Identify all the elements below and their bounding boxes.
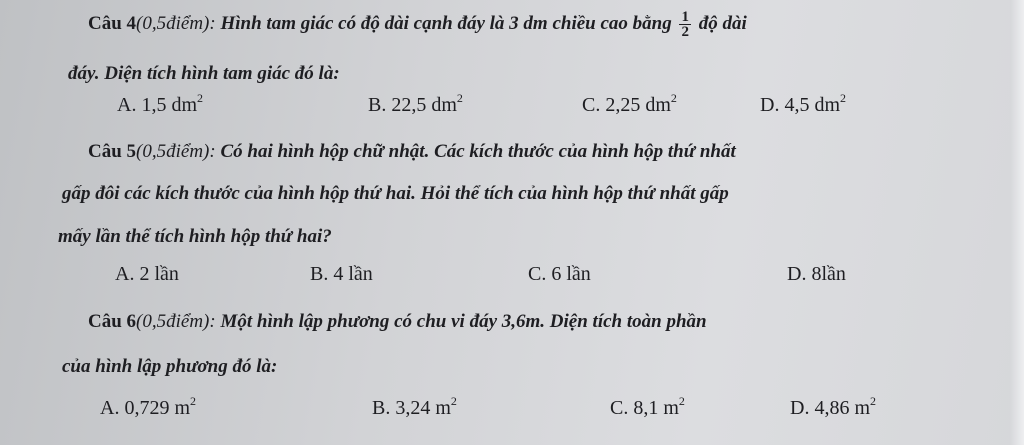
q6-option-b: B. 3,24 $m^2$ xyxy=(372,394,457,419)
q5-line-1 xyxy=(88,140,736,164)
q5-line-3 xyxy=(58,225,332,249)
q4-option-b: B. 22,5 $dm^2$ xyxy=(368,91,463,116)
q6-text-1: Một hình lập phương có chu vi đáy 3,6m. Diện tích toàn phần xyxy=(215,311,707,332)
q5-score: (0,5điểm): xyxy=(136,141,216,162)
q4-label: Câu 4 xyxy=(88,12,137,34)
q6-score: (0,5điểm): xyxy=(136,311,216,332)
q4-fraction xyxy=(679,10,691,39)
q6-label: Câu 6 xyxy=(88,311,137,332)
q6-option-d: D. 4,86 $m^2$ xyxy=(790,394,877,419)
q5-text-1: Có hai hình hộp chữ nhật. Các kích thước của hình hộp thứ nhất xyxy=(215,141,736,162)
q4-line-2 xyxy=(68,62,340,86)
q5-option-d: D. 8lần xyxy=(787,263,846,285)
q5-option-b: B. 4 lần xyxy=(310,263,373,285)
q4-score: (0,5điểm): xyxy=(136,12,216,34)
q4-option-c: C. 2,25 $dm^2$ xyxy=(582,91,677,116)
q6-line-1 xyxy=(88,310,707,334)
paper-edge xyxy=(1010,0,1024,445)
q5-label: Câu 5 xyxy=(88,141,137,162)
q4-line-1 xyxy=(88,10,747,39)
q5-text-3: mấy lần thể tích hình hộp thứ hai? xyxy=(58,226,332,247)
q5-text-2: gấp đôi các kích thước của hình hộp thứ hai. Hỏi thể tích của hình hộp thứ nhất gấp xyxy=(62,183,729,204)
q4-frac-num: 1 xyxy=(681,9,689,25)
q6-line-2 xyxy=(62,355,277,379)
q6-option-a: A. 0,729 $m^2$ xyxy=(100,394,197,419)
q4-option-d: D. 4,5 $dm^2$ xyxy=(760,91,847,116)
q6-text-2: của hình lập phương đó là: xyxy=(62,356,278,377)
q5-line-2 xyxy=(62,182,729,206)
q4-text-2: đáy. Diện tích hình tam giác đó là: xyxy=(68,63,340,84)
q4-text-1: Hình tam giác có độ dài cạnh đáy là 3 dm chiều cao bằng xyxy=(215,12,672,34)
q4-frac-den: 2 xyxy=(681,24,689,40)
q4-text-1b: độ dài xyxy=(693,12,747,34)
q4-option-a: A. 1,5 $dm^2$ xyxy=(117,91,204,116)
q5-option-a: A. 2 lần xyxy=(115,263,179,285)
q6-option-c: C. 8,1 $m^2$ xyxy=(610,394,685,419)
q5-option-c: C. 6 lần xyxy=(528,263,591,285)
